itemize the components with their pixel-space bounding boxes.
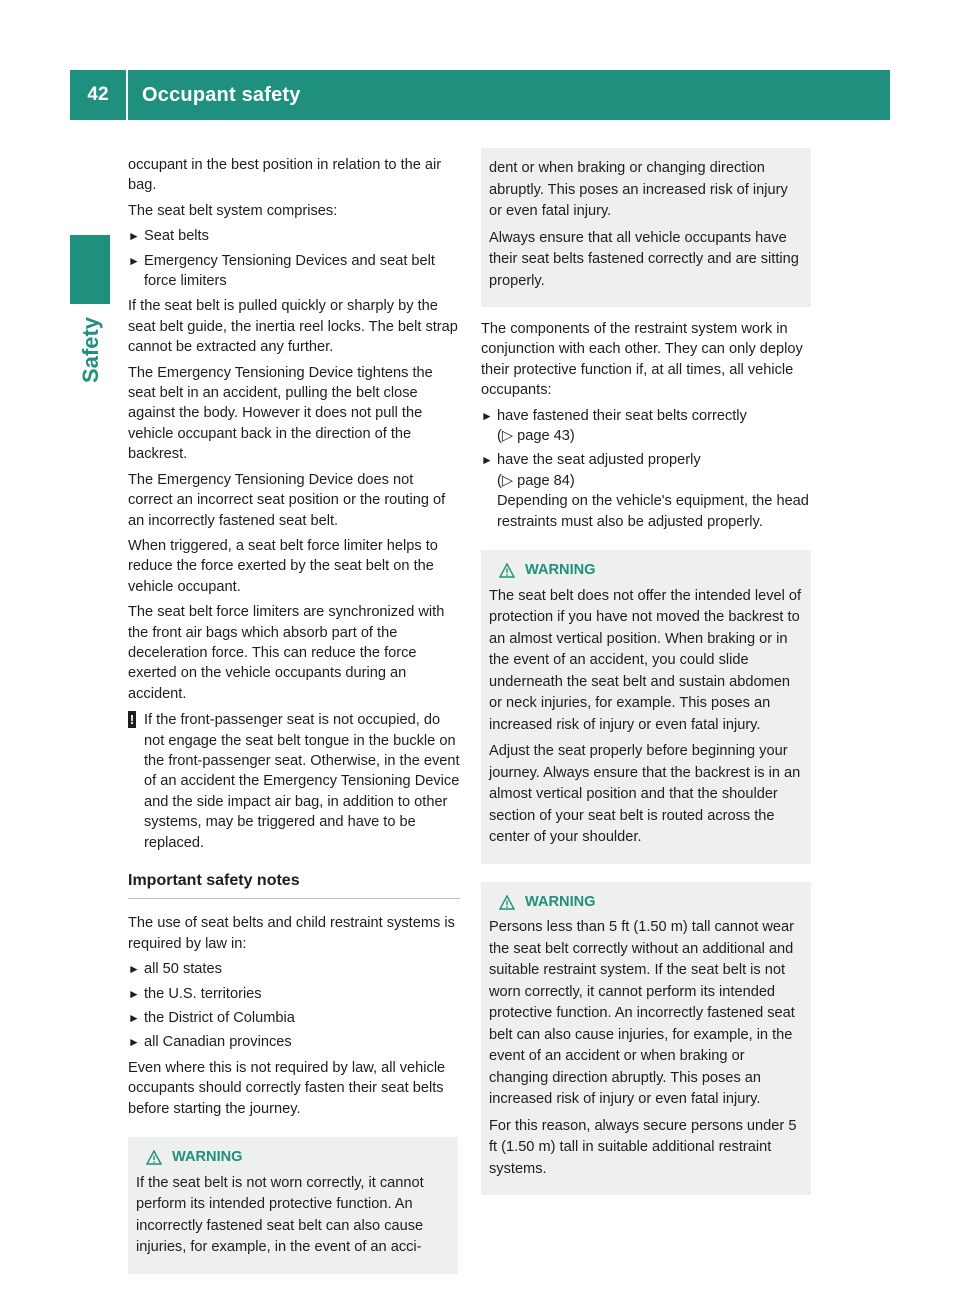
header-divider: [126, 70, 128, 120]
warning-label: WARNING: [525, 893, 596, 910]
warning-box: [481, 550, 811, 864]
list-item-text: Emergency Tensioning Devices and seat belt force limiters: [144, 252, 435, 290]
warning-box-continued: [481, 148, 811, 307]
warning-text: dent or when braking or changing direction abruptly. This poses an increased risk of injury or even fatal injury.: [489, 160, 788, 219]
warning-label: WARNING: [172, 1149, 243, 1166]
paragraph: If the seat belt is pulled quickly or sharply by the seat belt guide, the inertia reel locks. The belt strap cannot be extracted any further.: [128, 298, 458, 356]
bullet-r-icon: ►: [481, 453, 493, 468]
warning-text: Adjust the seat properly before beginning your journey. Always ensure that the backrest is in an almost vertical position and that the shoulder section of your seat belt is routed across the center of your shoulder.: [489, 743, 801, 846]
warning-text: Always ensure that all vehicle occupants have their seat belts fastened correctly and are sitting properly.: [489, 229, 799, 289]
warning-header: [489, 892, 803, 914]
paragraph: The seat belt system comprises:: [128, 202, 338, 219]
warning-header: [136, 1147, 450, 1169]
right-column: [481, 148, 811, 1195]
bullet-list: [128, 959, 460, 1053]
warning-triangle-icon: [499, 895, 515, 910]
list-item-text: have the seat adjusted properly: [497, 452, 701, 469]
note-block: [128, 710, 460, 853]
list-item-text: the District of Columbia: [144, 1010, 295, 1027]
bullet-r-icon: ►: [128, 253, 140, 268]
list-item-extra: Depending on the vehicle's equipment, the head restraints must also be adjusted properly.: [497, 493, 809, 530]
bullet-r-icon: ►: [128, 962, 140, 977]
list-item: [481, 450, 811, 532]
list-item: [128, 959, 460, 979]
warning-text: For this reason, always secure persons under 5 ft (1.50 m) tall in suitable additional restraint systems.: [489, 1117, 797, 1177]
warning-box: [128, 1137, 458, 1274]
paragraph: occupant in the best position in relation to the air bag.: [128, 157, 442, 194]
warning-triangle-icon: [499, 563, 515, 578]
page-number: 42: [87, 84, 109, 105]
page-reference-link[interactable]: (▷ page 84): [497, 472, 575, 489]
warning-header: [489, 560, 803, 582]
bullet-list: [481, 406, 811, 532]
exclamation-icon: !: [129, 712, 135, 728]
list-item-text: all Canadian provinces: [144, 1034, 292, 1051]
list-item: [128, 1008, 460, 1028]
paragraph: The seat belt force limiters are synchronized with the front air bags which absorb part of the deceleration force. This can reduce the force exerted on the vehicle occupants during an accident.: [128, 604, 445, 702]
note-text: If the front-passenger seat is not occupied, do not engage the seat belt tongue in the buckle on the front-passenger seat. Otherwise, in the event of an accident the Emergency Tensioning Device and the side impact air bag, in addition to other systems, may be triggered and have to be replaced.: [144, 712, 460, 851]
list-item: [128, 984, 460, 1004]
list-item-text: the U.S. territories: [144, 985, 262, 1002]
page-title: Occupant safety: [142, 84, 301, 106]
list-item-text: all 50 states: [144, 961, 222, 978]
section-heading: Important safety notes: [128, 871, 460, 899]
bullet-r-icon: ►: [128, 1035, 140, 1050]
paragraph: When triggered, a seat belt force limiter helps to reduce the force exerted by the seat belt on the vehicle occupant.: [128, 537, 438, 595]
list-item: [128, 226, 460, 246]
paragraph: The components of the restraint system work in conjunction with each other. They can only deploy their protective function if, at all times, all vehicle occupants:: [481, 321, 803, 399]
warning-label: WARNING: [525, 562, 596, 579]
warning-text: If the seat belt is not worn correctly, it cannot perform its intended protective function. An incorrectly fastened seat belt can also cause injuries, for example, in the event of an acci-: [136, 1174, 424, 1256]
list-item-text: Seat belts: [144, 228, 209, 245]
paragraph: The Emergency Tensioning Device does not correct an incorrect seat position or the routing of an incorrectly fastened seat belt.: [128, 471, 446, 529]
warning-text: The seat belt does not offer the intended level of protection if you have not moved the backrest to an almost vertical position. When braking or in the event of an accident, you could slide underneath the seat belt and sustain abdomen or neck injuries, for example. This poses an increased risk of injury or even fatal injury.: [489, 587, 802, 733]
list-item: [481, 406, 811, 447]
left-column: [128, 155, 460, 1274]
warning-box: [481, 882, 811, 1196]
side-tab: [71, 312, 111, 388]
paragraph: Even where this is not required by law, all vehicle occupants should correctly fasten their seat belts before starting the journey.: [128, 1059, 446, 1117]
list-item: [128, 251, 460, 292]
warning-text: Persons less than 5 ft (1.50 m) tall cannot wear the seat belt correctly without an additional and suitable restraint system. If the seat belt is not worn correctly, it cannot perform its intended protective function. An incorrectly fastened seat belt can also cause injuries, for example, in the event of an accident or when braking or changing direction abruptly. This poses an increased risk of injury or even fatal injury.: [489, 919, 795, 1108]
page-reference-link[interactable]: (▷ page 43): [497, 428, 575, 445]
paragraph: The use of seat belts and child restraint systems is required by law in:: [128, 915, 455, 952]
side-tab-block: [70, 235, 110, 304]
side-tab-label: Safety: [78, 316, 104, 384]
paragraph: The Emergency Tensioning Device tightens the seat belt in an accident, pulling the belt close against the body. However it does not pull the vehicle occupant back in the direction of the backrest.: [128, 364, 433, 463]
bullet-r-icon: ►: [481, 408, 493, 423]
bullet-r-icon: ►: [128, 986, 140, 1001]
bullet-list: [128, 226, 460, 291]
list-item: [128, 1032, 460, 1052]
bullet-r-icon: ►: [128, 1011, 140, 1026]
warning-triangle-icon: [146, 1150, 162, 1165]
list-item-text: have fastened their seat belts correctly: [497, 407, 747, 424]
bullet-r-icon: ►: [128, 229, 140, 244]
